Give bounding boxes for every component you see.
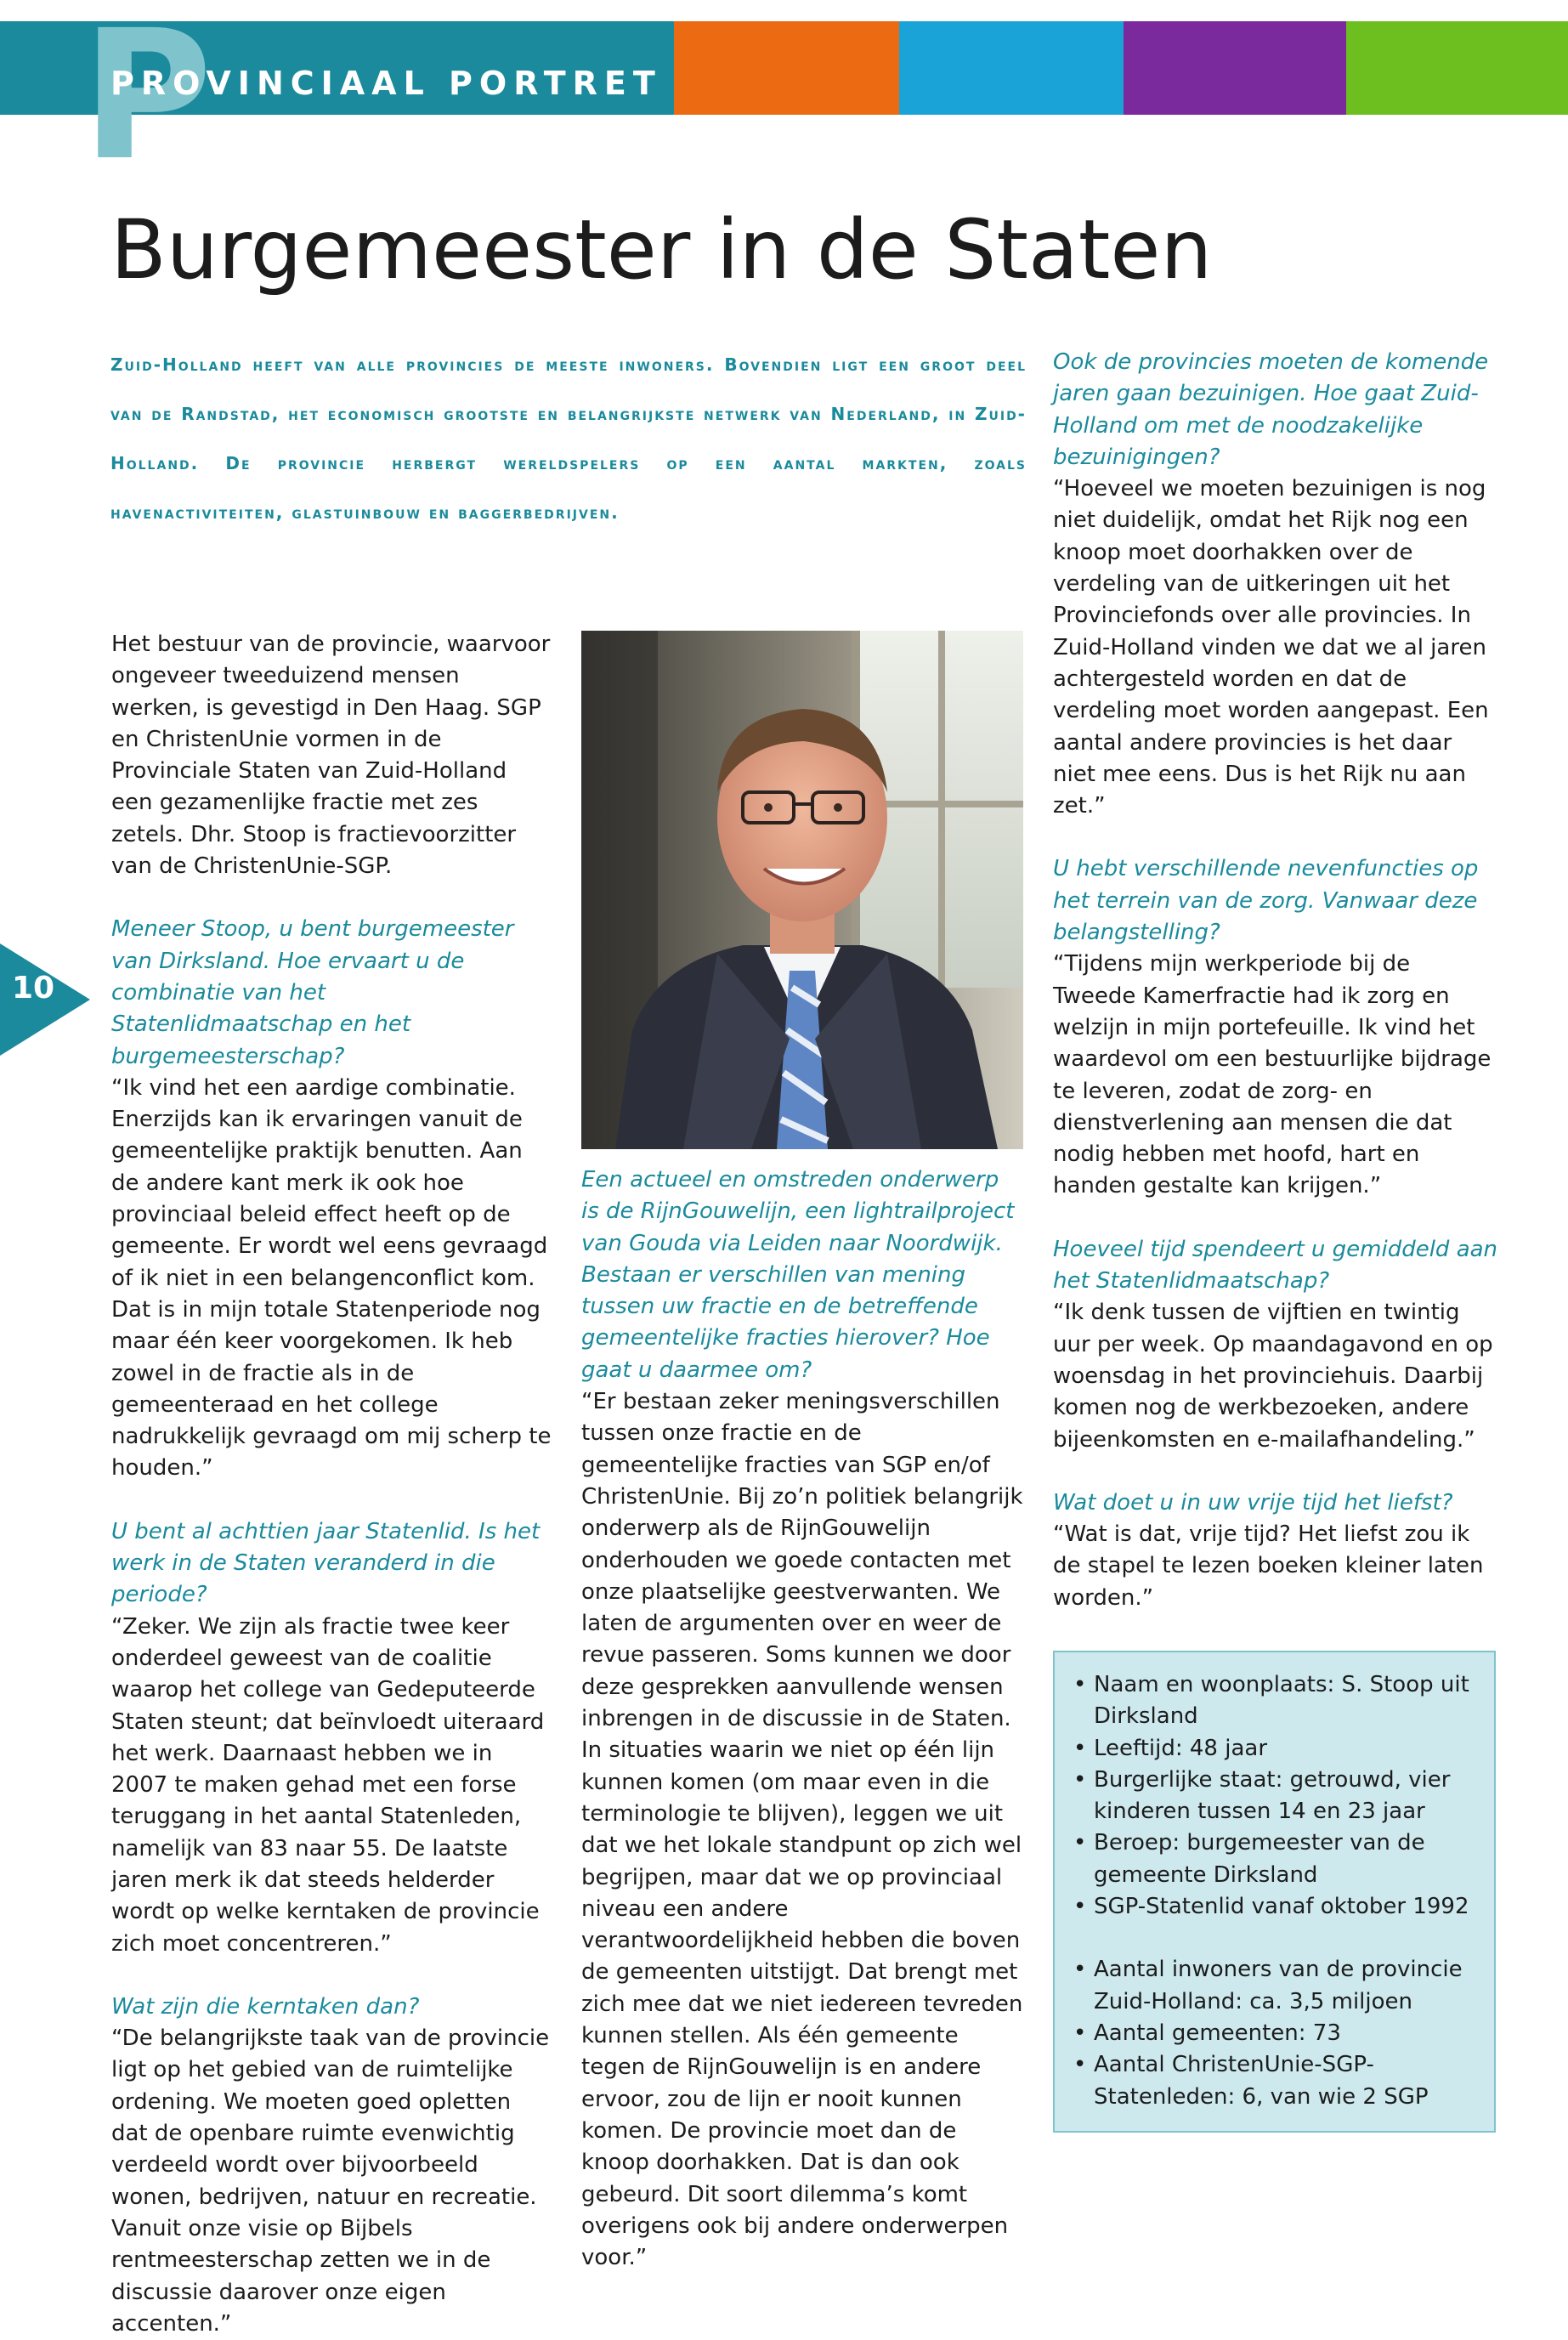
interview-answer: “Hoeveel we moeten bezuinigen is nog niet duidelijk, omdat het Rijk nog een knoop moet doorhakken over de verdeling van de uitkeringen uit het Provinciefonds over alle provincies. In Zuid-Holland vinden we dat we al jaren achtergesteld worden en dat de verdeling moet worden aangepast. Een aantal andere provincies is het daar niet mee eens. Dus is het Rijk nu aan zet.”: [1053, 476, 1489, 819]
article-headline: Burgemeester in de Staten: [110, 202, 1213, 297]
article-column-1: [111, 629, 553, 2340]
page-number: 10: [12, 971, 55, 1006]
portrait-illustration: [581, 631, 1023, 1149]
list-item: • Beroep: burgemeester van de gemeente Dirksland: [1072, 1827, 1475, 1891]
interview-answer: “Er bestaan zeker meningsverschillen tussen onze fractie en de gemeentelijke fracties van SGP en/of ChristenUnie. Bij zo’n politiek belangrijk onderwerp als de RijnGouwelijn onderhouden we goede contacten met onze plaatselijke geestverwanten. We laten de argumenten over en weer de revue passeren. Soms kunnen we door deze gesprekken aanvullende wensen inbrengen in de discussie in de Staten. In situaties waarin we niet op één lijn kunnen komen (om maar even in die terminologie te blijven), leggen we uit dat we het lokale standpunt op zich wel begrijpen, maar dat we op provinciaal niveau een andere verantwoordelijkheid hebben die boven de gemeenten uitstijgt. Dat brengt met zich mee dat we niet iedereen tevreden kunnen stellen. Als één gemeente tegen de RijnGouwelijn is en andere ervoor, zou de lijn er nooit kunnen komen. De provincie moet dan de knoop doorhakken. Dat is dan ook gebeurd. Dit soort dilemma’s komt overigens ook bij andere onderwerpen voor.”: [581, 1389, 1023, 2271]
interview-question: Meneer Stoop, u bent burgemeester van Dirksland. Hoe ervaart u de combinatie van het Statenlidmaatschap en het burgemeesterschap?: [111, 916, 514, 1069]
interview-question-answer: [111, 1992, 553, 2340]
profile-facts-list: [1072, 1669, 1475, 1923]
interview-question: U hebt verschillende nevenfuncties op het terrein van de zorg. Vanwaar deze belangstelling?: [1053, 856, 1479, 946]
section-initial-letter: P: [82, 0, 212, 200]
header-band-orange: [674, 21, 899, 115]
interview-question-answer: [1053, 347, 1499, 822]
interview-answer: “Wat is dat, vrije tijd? Het liefst zou ik de stapel te lezen boeken kleiner laten worden.”: [1053, 1521, 1484, 1611]
interview-answer: “Zeker. We zijn als fractie twee keer onderdeel geweest van de coalitie waarop het college van Gedeputeerde Staten steunt; dat beïnvloedt uiteraard het werk. Daarnaast hebben we in 2007 te maken gehad met een forse teruggang in het aantal Statenleden, namelijk van 83 naar 55. De laatste jaren merk ik dat steeds helderder wordt op welke kerntaken de provincie zich moet concentreren.”: [111, 1613, 545, 1957]
interview-answer: “De belangrijkste taak van de provincie ligt op het gebied van de ruimtelijke ordening. We moeten goed opletten dat de openbare ruimte evenwichtig verdeeld wordt over bijvoorbeeld wonen, bedrijven, natuur en recreatie. Vanuit onze visie op Bijbels rentmeesterschap zetten we in de discussie daarover onze eigen accenten.”: [111, 2026, 550, 2337]
interview-question: Wat doet u in uw vrije tijd het liefst?: [1053, 1489, 1453, 1516]
interview-question-answer: [111, 914, 553, 1484]
list-item: • SGP-Statenlid vanaf oktober 1992: [1072, 1891, 1475, 1923]
interview-question: U bent al achttien jaar Statenlid. Is het werk in de Staten veranderd in die periode?: [111, 1518, 541, 1608]
interview-question: Een actueel en omstreden onderwerp is de RijnGouwelijn, een lightrailproject van Gouda via Leiden naar Noordwijk. Bestaan er verschillen van mening tussen uw fractie en de betreffende gemeentelijke fracties hierover? Hoe gaat u daarmee om?: [581, 1167, 1015, 1383]
portrait-photo: [581, 631, 1023, 1149]
article-column-2: [581, 1164, 1023, 2274]
interview-answer: “Ik vind het een aardige combinatie. Enerzijds kan ik ervaringen vanuit de gemeentelijke praktijk benutten. Aan de andere kant merk ik ook hoe provinciaal beleid effect heeft op de gemeente. Er wordt wel eens gevraagd of ik niet in een belangenconflict kom. Dat is in mijn totale Statenperiode nog maar één keer voorgekomen. Ik heb zowel in de fractie als in de gemeenteraad en het college nadrukkelijk gevraagd om mij scherp te houden.”: [111, 1074, 552, 1482]
interview-question: Wat zijn die kerntaken dan?: [111, 1993, 420, 2020]
interview-answer: “Tijdens mijn werkperiode bij de Tweede Kamerfractie had ik zorg en welzijn in mijn portefeuille. Ik vind het waardevol om een bestuurlijke bijdrage te leveren, zodat de zorg- en dienstverlening aan mensen die dat nodig hebben met hoofd, hart en handen gestalte kan krijgen.”: [1053, 951, 1492, 1199]
interview-question-answer: [1053, 1234, 1499, 1456]
article-intro: Zuid-Holland heeft van alle provincies de meeste inwoners. Bovendien ligt een groot deel van de Randstad, het economisch grootste en belangrijkste netwerk van Nederland, in Zuid-Holland. De provincie herbergt wereldspelers op een aantal markten, zoals havenactiviteiten, glastuinbouw en baggerbedrijven.: [110, 354, 1027, 523]
profile-info-box: [1053, 1651, 1496, 2133]
list-item: • Aantal ChristenUnie-SGP-Statenleden: 6, van wie 2 SGP: [1072, 2049, 1475, 2113]
interview-question: Ook de provincies moeten de komende jaren gaan bezuinigen. Hoe gaat Zuid-Holland om met de noodzakelijke bezuinigingen?: [1053, 349, 1489, 470]
interview-question: Hoeveel tijd spendeert u gemiddeld aan het Statenlidmaatschap?: [1053, 1236, 1498, 1295]
interview-answer: “Ik denk tussen de vijftien en twintig uur per week. Op maandagavond en op woensdag in het provinciehuis. Daarbij komen nog de werkbezoeken, andere bijeenkomsten en e-mailafhandeling.”: [1053, 1300, 1493, 1453]
header-band-blue: [899, 21, 1124, 115]
province-facts-list: [1072, 1954, 1475, 2112]
article-column-3: [1053, 347, 1499, 1677]
interview-question-answer: [1053, 1487, 1499, 1614]
header-band-green: [1346, 21, 1568, 115]
interview-question-answer: [111, 1516, 553, 1960]
interview-question-answer: [1053, 853, 1499, 1202]
interview-question-answer: [581, 1164, 1023, 2274]
list-item: • Leeftijd: 48 jaar: [1072, 1733, 1475, 1765]
header-band-purple: [1124, 21, 1346, 115]
list-item: • Burgerlijke staat: getrouwd, vier kinderen tussen 14 en 23 jaar: [1072, 1765, 1475, 1828]
section-title: PROVINCIAAL PORTRET: [110, 65, 662, 102]
list-item: • Aantal gemeenten: 73: [1072, 2018, 1475, 2049]
list-item: • Aantal inwoners van de provincie Zuid-Holland: ca. 3,5 miljoen: [1072, 1954, 1475, 2018]
list-item: • Naam en woonplaats: S. Stoop uit Dirksland: [1072, 1669, 1475, 1733]
paragraph: Het bestuur van de provincie, waarvoor ongeveer tweeduizend mensen werken, is gevestigd in Den Haag. SGP en ChristenUnie vormen in de Provinciale Staten van Zuid-Holland een gezamenlijke fractie met zes zetels. Dhr. Stoop is fractievoorzitter van de ChristenUnie-SGP.: [111, 632, 551, 880]
